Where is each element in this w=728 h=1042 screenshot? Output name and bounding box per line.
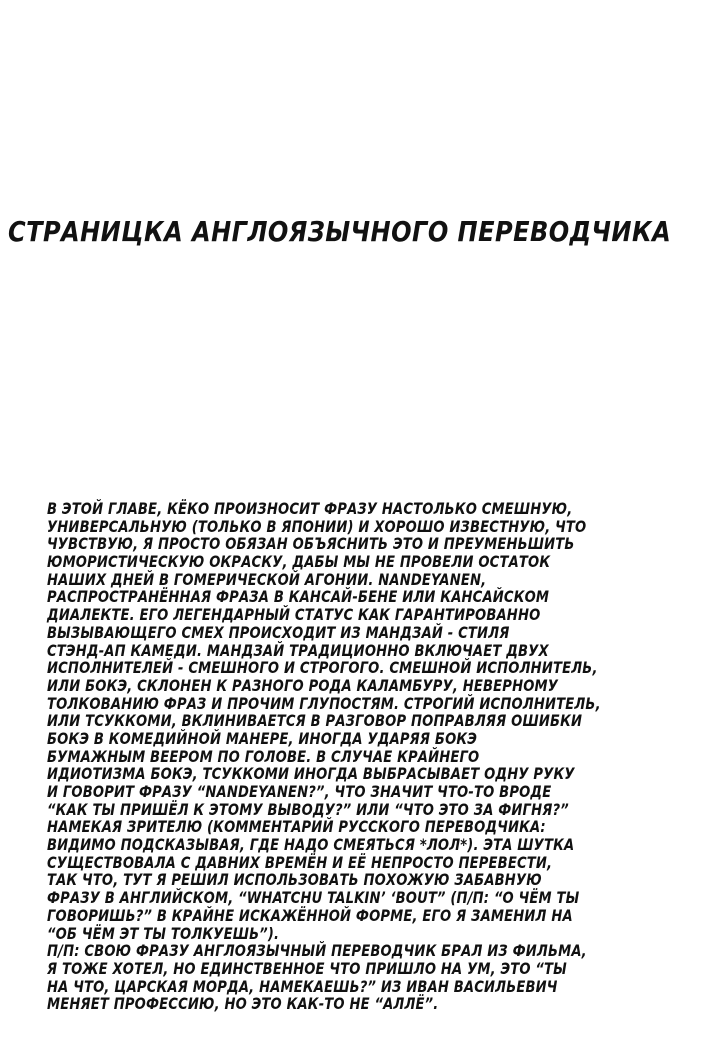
- body-line: ИДИОТИЗМА БОКЭ, ТСУККОМИ ИНОГДА ВЫБРАСЫВАЕТ ОДНУ РУКУ: [47, 764, 575, 784]
- body-line: ТОЛКОВАНИЮ ФРАЗ И ПРОЧИМ ГЛУПОСТЯМ. СТРОГИЙ ИСПОЛНИТЕЛЬ,: [47, 693, 601, 713]
- body-line: УНИВЕРСАЛЬНУЮ (ТОЛЬКО В ЯПОНИИ) И ХОРОШО ИЗВЕСТНУЮ, ЧТО: [47, 516, 587, 536]
- body-line: СТЭНД-АП КАМЕДИ. МАНДЗАЙ ТРАДИЦИОННО ВКЛЮЧАЕТ ДВУХ: [47, 640, 549, 660]
- body-line: ТАК ЧТО, ТУТ Я РЕШИЛ ИСПОЛЬЗОВАТЬ ПОХОЖУЮ ЗАБАВНУЮ: [47, 870, 542, 890]
- body-line: И ГОВОРИТ ФРАЗУ “NANDEYANEN?”, ЧТО ЗНАЧИТ ЧТО-ТО ВРОДЕ: [47, 782, 552, 801]
- translator-note-body: [47, 500, 707, 1013]
- body-line: П/П: СВОЮ ФРАЗУ АНГЛОЯЗЫЧНЫЙ ПЕРЕВОДЧИК БРАЛ ИЗ ФИЛЬМА,: [47, 941, 587, 961]
- body-line: ВИДИМО ПОДСКАЗЫВАЯ, ГДЕ НАДО СМЕЯТЬСЯ *ЛОЛ*). ЭТА ШУТКА: [47, 835, 575, 855]
- body-line: “КАК ТЫ ПРИШЁЛ К ЭТОМУ ВЫВОДУ?” ИЛИ “ЧТО ЭТО ЗА ФИГНЯ?”: [47, 799, 569, 819]
- body-line: ЧУВСТВУЮ, Я ПРОСТО ОБЯЗАН ОБЪЯСНИТЬ ЭТО И ПРЕУМЕНЬШИТЬ: [47, 534, 575, 554]
- body-line: ВЫЗЫВАЮЩЕГО СМЕХ ПРОИСХОДИТ ИЗ МАНДЗАЙ - СТИЛЯ: [47, 622, 510, 642]
- body-line: МЕНЯЕТ ПРОФЕССИЮ, НО ЭТО КАК-ТО НЕ “АЛЛЁ”.: [47, 994, 439, 1014]
- body-line: ФРАЗУ В АНГЛИЙСКОМ, “WHATCHU TALKIN’ ‘BOUT” (П/П: “О ЧЁМ ТЫ: [47, 888, 580, 908]
- body-line: ИЛИ БОКЭ, СКЛОНЕН К РАЗНОГО РОДА КАЛАМБУРУ, НЕВЕРНОМУ: [47, 675, 559, 695]
- body-line: ИЛИ ТСУККОМИ, ВКЛИНИВАЕТСЯ В РАЗГОВОР ПОПРАВЛЯЯ ОШИБКИ: [47, 711, 583, 731]
- page-title: СТРАНИЦКА АНГЛОЯЗЫЧНОГО ПЕРЕВОДЧИКА: [8, 215, 672, 248]
- body-line: ГОВОРИШЬ?” В КРАЙНЕ ИСКАЖЁННОЙ ФОРМЕ, ЕГО Я ЗАМЕНИЛ НА: [47, 905, 573, 925]
- body-line: БОКЭ В КОМЕДИЙНОЙ МАНЕРЕ, ИНОГДА УДАРЯЯ БОКЭ: [47, 728, 478, 748]
- body-line: СУЩЕСТВОВАЛА С ДАВНИХ ВРЕМЁН И ЕЁ НЕПРОСТО ПЕРЕВЕСТИ,: [47, 852, 553, 872]
- body-line: ИСПОЛНИТЕЛЕЙ - СМЕШНОГО И СТРОГОГО. СМЕШНОЙ ИСПОЛНИТЕЛЬ,: [47, 658, 598, 678]
- body-line: Я ТОЖЕ ХОТЕЛ, НО ЕДИНСТВЕННОЕ ЧТО ПРИШЛО НА УМ, ЭТО “ТЫ: [47, 958, 567, 978]
- body-line: НАШИХ ДНЕЙ В ГОМЕРИЧЕСКОЙ АГОНИИ. NANDEYANEN,: [47, 569, 487, 589]
- body-line: ЮМОРИСТИЧЕСКУЮ ОКРАСКУ, ДАБЫ МЫ НЕ ПРОВЕЛИ ОСТАТОК: [47, 552, 551, 572]
- body-line: БУМАЖНЫМ ВЕЕРОМ ПО ГОЛОВЕ. В СЛУЧАЕ КРАЙНЕГО: [47, 746, 480, 766]
- body-line: “ОБ ЧЁМ ЭТ ТЫ ТОЛКУЕШЬ”).: [47, 923, 280, 943]
- body-line: РАСПРОСТРАНЁННАЯ ФРАЗА В КАНСАЙ-БЕНЕ ИЛИ КАНСАЙСКОМ: [47, 587, 550, 607]
- body-line: В ЭТОЙ ГЛАВЕ, КЁКО ПРОИЗНОСИТ ФРАЗУ НАСТОЛЬКО СМЕШНУЮ,: [47, 499, 573, 518]
- body-line: НАМЕКАЯ ЗРИТЕЛЮ (КОММЕНТАРИЙ РУССКОГО ПЕРЕВОДЧИКА:: [47, 817, 546, 837]
- body-line: ДИАЛЕКТЕ. ЕГО ЛЕГЕНДАРНЫЙ СТАТУС КАК ГАРАНТИРОВАННО: [47, 605, 541, 625]
- body-line: НА ЧТО, ЦАРСКАЯ МОРДА, НАМЕКАЕШЬ?” ИЗ ИВАН ВАСИЛЬЕВИЧ: [47, 976, 558, 996]
